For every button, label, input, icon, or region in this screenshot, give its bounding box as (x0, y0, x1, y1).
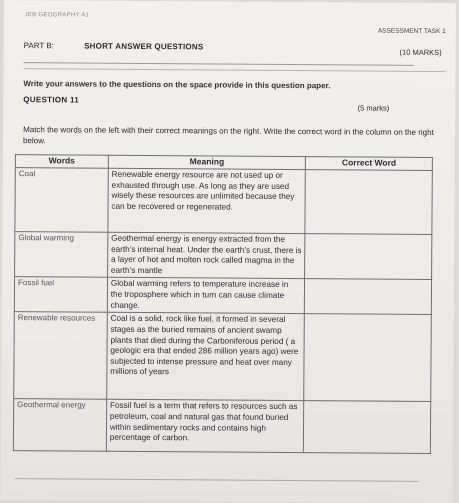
question-marks: (5 marks) (357, 103, 390, 113)
answer-cell[interactable] (305, 170, 432, 235)
question-paper (1, 0, 456, 503)
table-row (15, 168, 432, 235)
word-cell: Global warming (15, 232, 108, 278)
assessment-header: ASSESSMENT TASK 1 (377, 27, 446, 36)
table-row (15, 232, 432, 280)
meaning-cell: Global warming refers to temperature increase in the troposphere which in turn can cause climate change. (107, 278, 305, 314)
table-row (13, 399, 430, 454)
question-intro: Match the words on the left with their correct meanings on the right. Write the correct word in the column on the right below. (22, 125, 434, 146)
meaning-cell: Geothermal energy is energy extracted from the earth’s internal heat. Under the earth’s crust, there is a layer of hot and molten rock called magma in the earth’s mantle (107, 232, 305, 279)
table-row (14, 312, 432, 402)
meaning-cell: Fossil fuel is a term that refers to resources such as petroleum, coal and natural gas that found buried within sedimentary rocks and contains high percentage of carbon. (106, 400, 304, 453)
matching-table (13, 154, 433, 454)
column-header-correct-word: Correct Word (306, 157, 433, 171)
divider (24, 68, 446, 72)
instruction-text: Write your answers to the questions on the space provide in this question paper. (23, 79, 331, 91)
answer-cell[interactable] (304, 401, 431, 454)
word-cell: Renewable resources (14, 312, 107, 400)
column-header-words: Words (15, 155, 108, 169)
answer-cell[interactable] (305, 279, 432, 315)
part-title: SHORT ANSWER QUESTIONS (84, 41, 204, 52)
word-cell: Coal (15, 168, 108, 233)
part-marks: (10 MARKS) (399, 47, 442, 58)
answer-cell[interactable] (305, 234, 432, 280)
meaning-cell: Renewable energy resource are not used up or exhausted through use. As long as they are used wisely these resources are unlimited because they can be recovered or regenerated. (108, 168, 306, 233)
table-row (14, 277, 431, 315)
answer-cell[interactable] (304, 314, 431, 402)
column-header-meaning: Meaning (108, 155, 306, 169)
subject-header: IEB GEOGRAPHY A1 (25, 12, 90, 19)
word-cell: Geothermal energy (13, 399, 106, 452)
part-label: PART B: (23, 41, 54, 51)
divider (15, 478, 419, 482)
meaning-cell: Coal is a solid, rock like fuel, it formed in several stages as the buried remains of ancient swamp plants that died during the Carboniferous period ( a geologic era that ended 286 million years ago) were subjected to intense pressure and heat over many millions of years (107, 313, 305, 401)
question-number: QUESTION 11 (23, 95, 80, 105)
divider (24, 62, 414, 66)
part-heading (24, 41, 204, 51)
word-cell: Fossil fuel (14, 277, 107, 313)
